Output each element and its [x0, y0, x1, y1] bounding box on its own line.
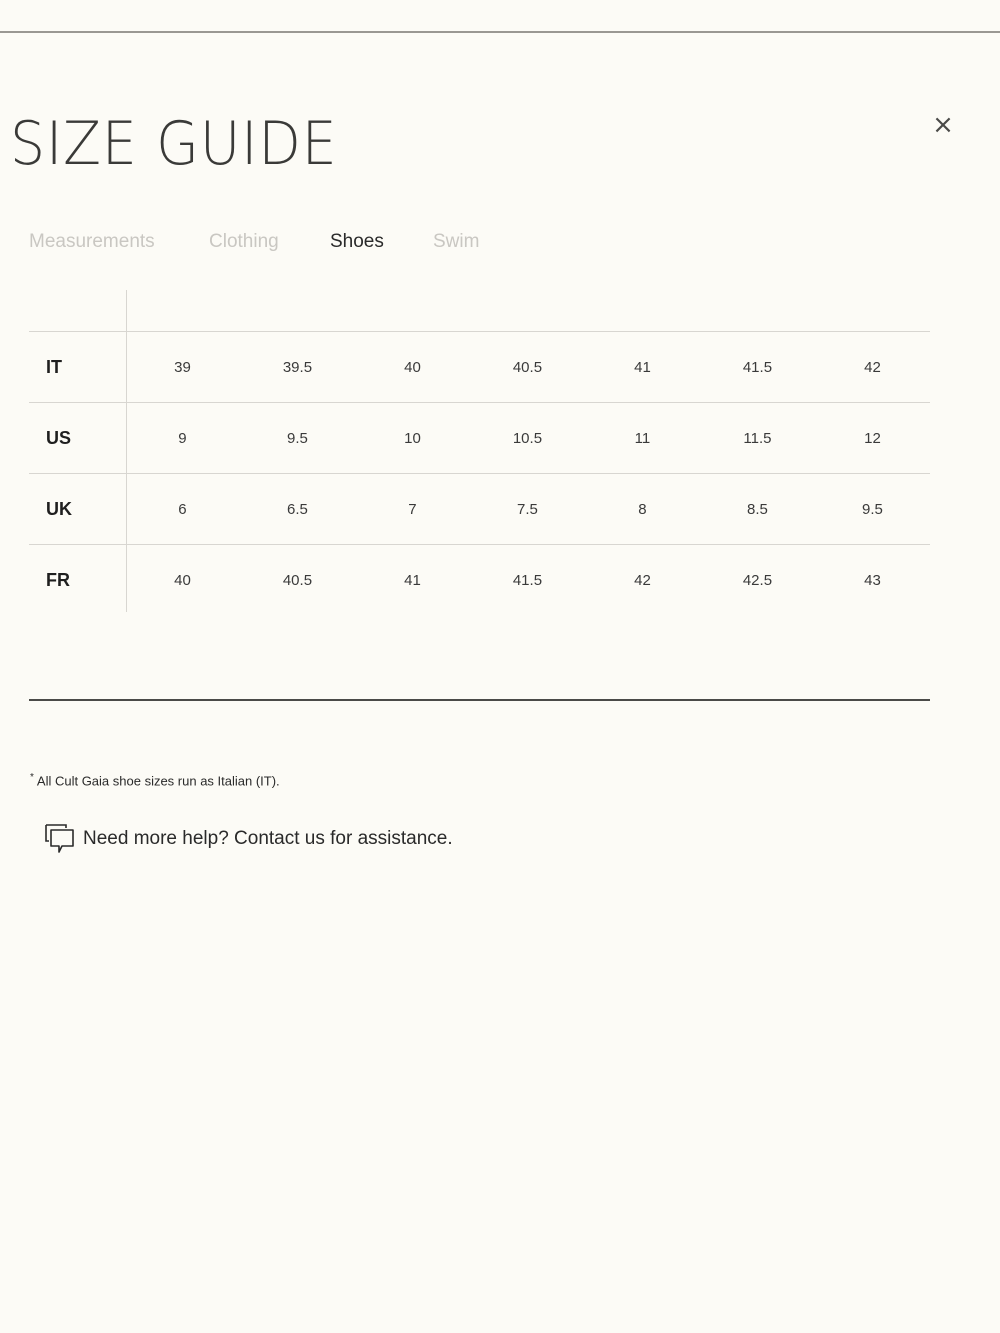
table-cell: 9.5	[862, 500, 883, 518]
table-cell: 6	[178, 500, 187, 518]
section-divider	[29, 699, 930, 701]
tab-measurements[interactable]: Measurements	[29, 231, 155, 252]
table-header-row	[29, 290, 930, 332]
table-cell: 39	[174, 358, 191, 376]
row-label-us: US	[46, 427, 72, 448]
table-row	[29, 403, 930, 474]
footnote-marker: *	[30, 772, 34, 783]
table-cell: 40.5	[282, 571, 313, 589]
table-row	[29, 545, 930, 615]
table-cell: 9.5	[287, 429, 308, 447]
row-label-it: IT	[46, 356, 62, 377]
chat-bubbles-icon	[44, 822, 76, 856]
top-divider	[0, 31, 1000, 33]
row-label-uk: UK	[46, 498, 72, 519]
table-row	[29, 332, 930, 403]
table-cell: 42	[634, 571, 651, 589]
table-cell: 42.5	[742, 571, 773, 589]
table-cell: 42	[864, 358, 881, 376]
table-cell: 41.5	[742, 358, 773, 376]
table-cell: 11	[634, 429, 651, 447]
row-label-fr: FR	[46, 569, 70, 590]
contact-help-link[interactable]	[44, 822, 453, 856]
table-cell: 41.5	[512, 571, 543, 589]
footnote-text: All Cult Gaia shoe sizes run as Italian (IT).	[36, 773, 280, 789]
table-cell: 10.5	[512, 429, 543, 447]
table-cell: 9	[178, 429, 187, 447]
table-row	[29, 474, 930, 545]
page-title: SIZE GUIDE	[10, 109, 338, 179]
table-cell: 6.5	[287, 500, 308, 518]
table-cell: 7.5	[517, 500, 538, 518]
tab-swim[interactable]: Swim	[433, 231, 480, 252]
table-cell: 8.5	[747, 500, 768, 518]
table-cell: 7	[408, 500, 417, 518]
tab-clothing[interactable]: Clothing	[209, 231, 279, 252]
table-cell: 10	[404, 429, 421, 447]
tab-shoes[interactable]: Shoes	[330, 231, 384, 252]
table-cell: 41	[404, 571, 421, 589]
close-button[interactable]	[926, 108, 960, 142]
table-cell: 39.5	[282, 358, 313, 376]
help-text: Need more help? Contact us for assistance.	[83, 828, 453, 849]
table-cell: 11.5	[743, 429, 772, 447]
size-guide-tabs	[29, 229, 513, 255]
sizing-footnote	[30, 772, 280, 788]
table-cell: 40	[404, 358, 421, 376]
shoe-size-table	[29, 290, 930, 615]
table-cell: 41	[634, 358, 651, 376]
table-cell: 43	[864, 571, 881, 589]
table-cell: 8	[638, 500, 647, 518]
table-cell: 40.5	[512, 358, 543, 376]
table-cell: 40	[174, 571, 191, 589]
table-cell: 12	[864, 429, 881, 447]
close-icon: ×	[932, 110, 954, 140]
table-column-divider	[126, 290, 127, 612]
